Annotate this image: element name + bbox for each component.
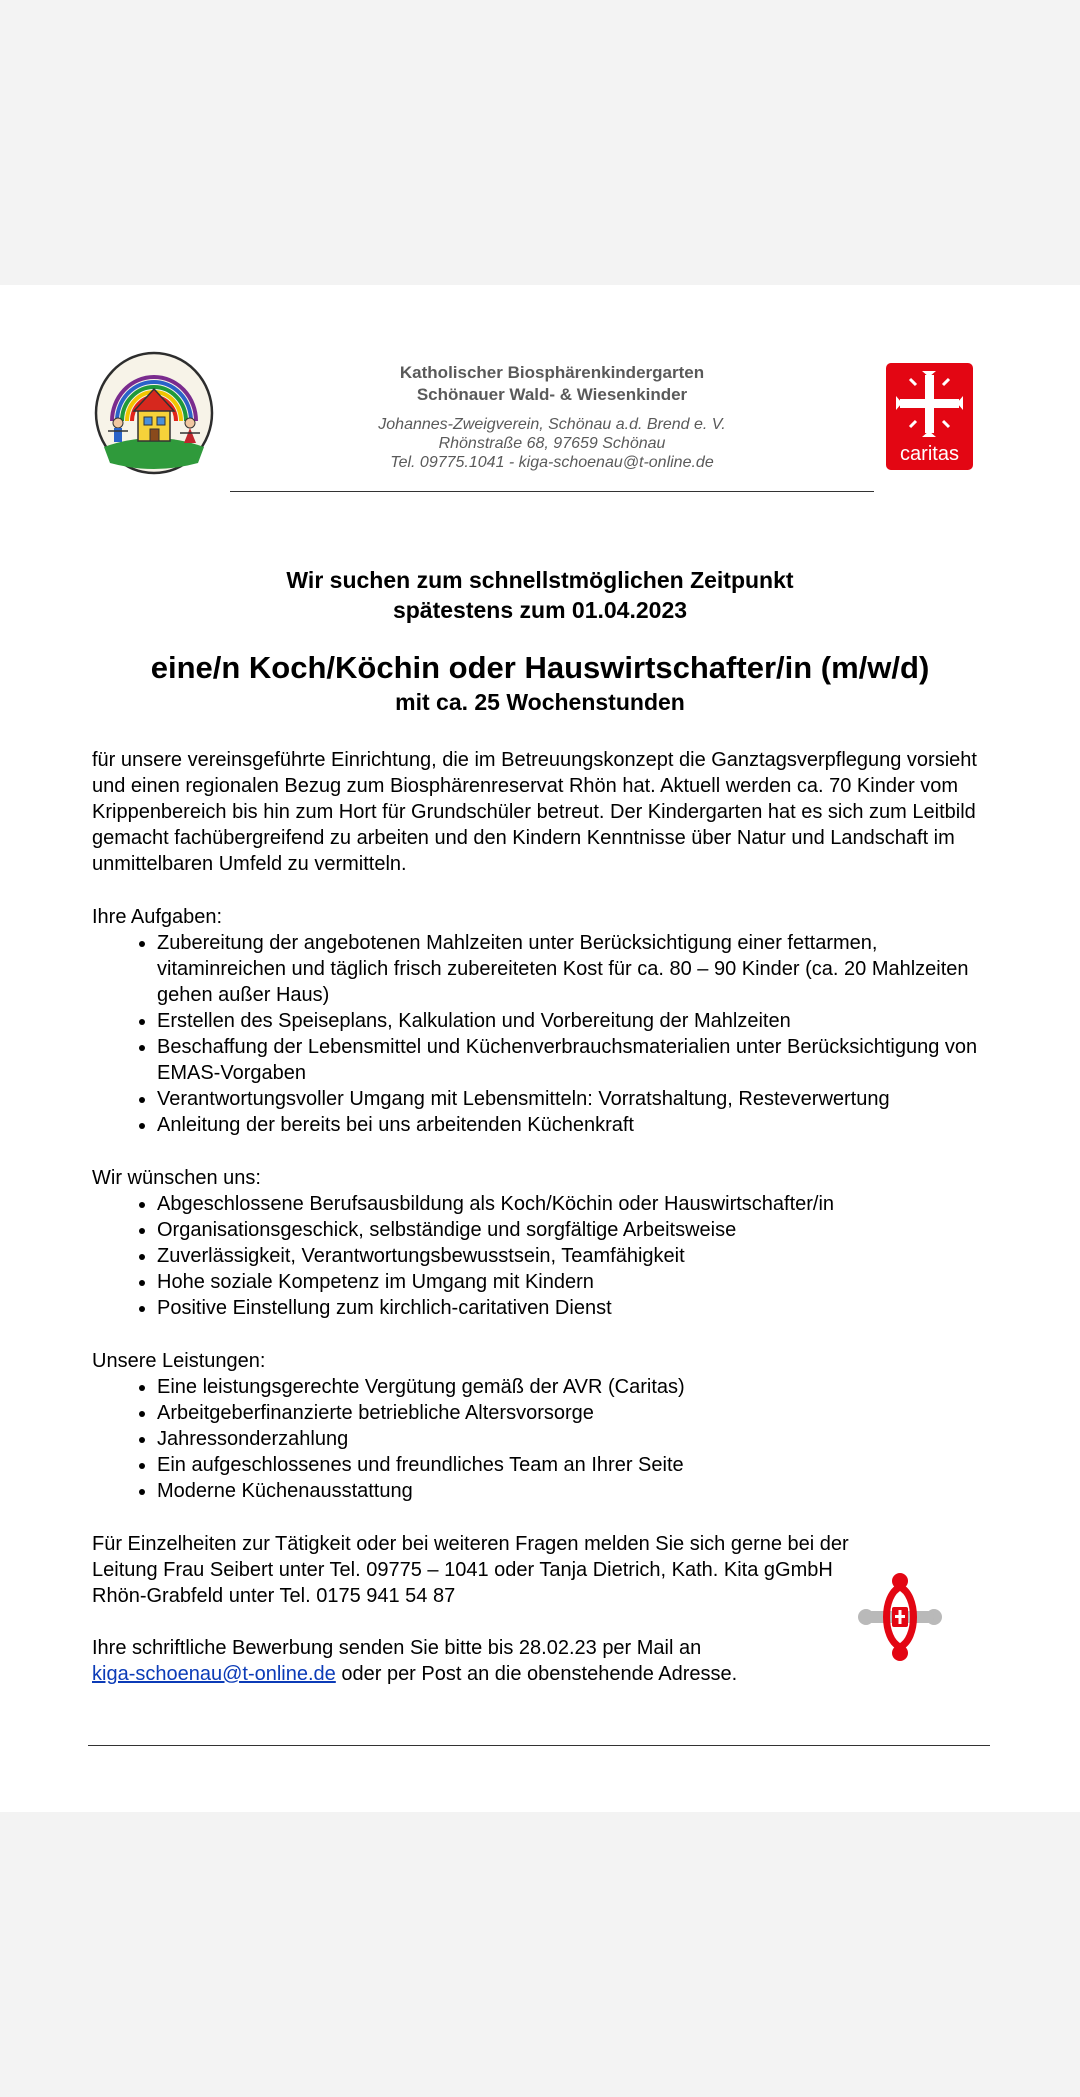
contact-paragraph: Für Einzelheiten zur Tätigkeit oder bei weiteren Fragen melden Sie sich gerne bei der Leitung Frau Seibert unter Tel. 09775 – 1041 oder Tanja Dietrich, Kath. Kita gGmbH Rhön-Grabfeld unter Tel. 0175 941 54 87 xyxy=(92,1533,849,1607)
list-item: • Zubereitung der angebotenen Mahlzeiten unter Berücksichtigung einer fettarmen, vitaminreichen und täglich frisch zubereiteten Kost für ca. 80 – 90 Kinder (ca. 20 Mahlzeiten gehen außer Haus) xyxy=(157,930,992,1008)
application-text-after: oder per Post an die obenstehende Adresse. xyxy=(335,1663,738,1685)
address-line-1: Johannes-Zweigverein, Schönau a.d. Brend e. V. xyxy=(378,416,726,433)
document-page xyxy=(0,285,1080,1812)
list-item: • Zuverlässigkeit, Verantwortungsbewusstsein, Teamfähigkeit xyxy=(157,1243,992,1269)
footer-divider xyxy=(88,1745,990,1746)
email-link[interactable]: kiga-schoenau@t-online.de xyxy=(92,1663,336,1685)
list-item: • Eine leistungsgerechte Vergütung gemäß der AVR (Caritas) xyxy=(157,1374,992,1400)
intro-heading-line-2: spätestens zum 01.04.2023 xyxy=(392,597,688,623)
list-item: • Abgeschlossene Berufsausbildung als Koch/Köchin oder Hauswirtschafter/in xyxy=(157,1191,992,1217)
application-text: Ihre schriftliche Bewerbung senden Sie bitte bis 28.02.23 per Mail an xyxy=(92,1637,702,1659)
list-item: • Beschaffung der Lebensmittel und Küchenverbrauchsmaterialien unter Berücksichtigung von EMAS-Vorgaben xyxy=(157,1034,992,1086)
header-divider xyxy=(230,491,874,492)
intro-heading xyxy=(0,565,1080,625)
kindergarten-logo xyxy=(94,351,214,475)
list-item: • Erstellen des Speiseplans, Kalkulation und Vorbereitung der Mahlzeiten xyxy=(157,1008,992,1034)
list-item: • Jahressonderzahlung xyxy=(157,1426,992,1452)
address-line-2: Rhönstraße 68, 97659 Schönau xyxy=(438,435,666,452)
org-subtitle: Schönauer Wald- & Wiesenkinder xyxy=(416,385,688,404)
list-item: • Organisationsgeschick, selbständige und sorgfältige Arbeitsweise xyxy=(157,1217,992,1243)
document-body xyxy=(92,747,992,1687)
job-title: eine/n Koch/Köchin oder Hauswirtschafter/in (m/w/d) xyxy=(150,650,930,685)
tasks-title: Ihre Aufgaben: xyxy=(92,906,223,928)
caritas-logo xyxy=(886,363,973,470)
list-item: • Ein aufgeschlossenes und freundliches Team an Ihrer Seite xyxy=(157,1452,992,1478)
job-heading xyxy=(0,649,1080,717)
address-line-3: Tel. 09775.1041 - kiga-schoenau@t-online.de xyxy=(390,454,714,471)
list-item: • Anleitung der bereits bei uns arbeitenden Küchenkraft xyxy=(157,1112,992,1138)
tasks-list xyxy=(92,930,992,1138)
list-item: • Moderne Küchenausstattung xyxy=(157,1478,992,1504)
benefits-title: Unsere Leistungen: xyxy=(92,1350,266,1372)
description-paragraph: für unsere vereinsgeführte Einrichtung, die im Betreuungskonzept die Ganztagsverpflegung vorsieht und einen regionalen Bezug zum Biosphärenreservat Rhön hat. Aktuell werden ca. 70 Kinder vom Krippenbereich bis hin zum Hort für Grundschüler betreut. Der Kindergarten hat es sich zum Leitbild gemacht fachübergreifend zu arbeiten und den Kindern Kenntnisse über Natur und Landschaft im unmittelbaren Umfeld zu vermitteln. xyxy=(92,749,977,875)
caritas-emblem-icon xyxy=(852,1569,948,1665)
list-item: • Positive Einstellung zum kirchlich-caritativen Dienst xyxy=(157,1295,992,1321)
letterhead xyxy=(230,362,874,472)
intro-heading-line-1: Wir suchen zum schnellstmöglichen Zeitpunkt xyxy=(286,567,794,593)
list-item: • Verantwortungsvoller Umgang mit Lebensmitteln: Vorratshaltung, Resteverwertung xyxy=(157,1086,992,1112)
list-item: • Arbeitgeberfinanzierte betriebliche Altersvorsorge xyxy=(157,1400,992,1426)
caritas-logo-text: caritas xyxy=(900,443,959,465)
job-hours: mit ca. 25 Wochenstunden xyxy=(395,689,685,715)
org-name: Katholischer Biosphärenkindergarten xyxy=(399,363,705,382)
benefits-list xyxy=(92,1374,992,1504)
list-item: • Hohe soziale Kompetenz im Umgang mit Kindern xyxy=(157,1269,992,1295)
requirements-list xyxy=(92,1191,992,1321)
requirements-title: Wir wünschen uns: xyxy=(92,1167,261,1189)
